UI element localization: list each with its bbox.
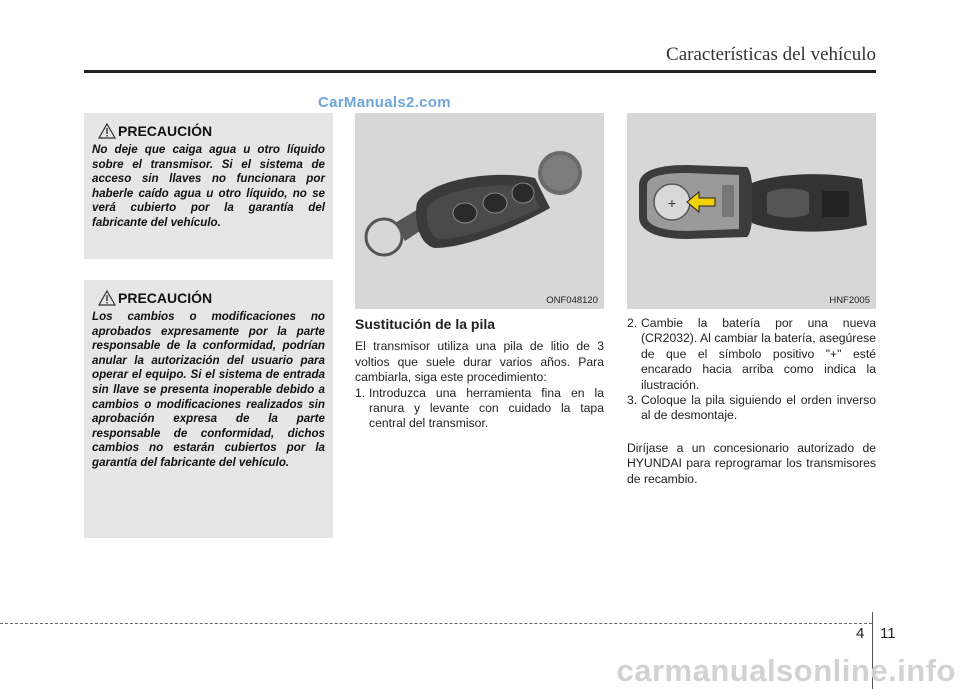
battery-section-col2: [627, 316, 876, 487]
warning-icon: [98, 290, 116, 306]
caution-header: [98, 290, 325, 306]
battery-illustration: [627, 113, 876, 309]
dealer-note: Diríjase a un concesionario autorizado de HYUNDAI para reprogramar los transmisores de recambio.: [627, 440, 876, 486]
caution-title: PRECAUCIÓN: [118, 290, 213, 306]
watermark-bottom: carmanualsonline.info: [616, 653, 956, 688]
section-number: 4: [856, 625, 865, 642]
header-title: Características del vehículo: [666, 44, 876, 65]
caution-title: PRECAUCIÓN: [118, 123, 213, 139]
watermark-top[interactable]: CarManuals2.com: [318, 94, 451, 111]
figure-key-fob-open-cover: [355, 113, 604, 309]
step-number: 3.: [627, 393, 638, 408]
caution-header: [98, 123, 325, 139]
step-text: Introduzca una herramienta fina en la ranura y levante con cuidado la tapa central del transmisor.: [369, 385, 604, 431]
step-text: Coloque la pila siguiendo el orden inverso al de desmontaje.: [641, 393, 876, 423]
warning-icon: [98, 123, 116, 139]
battery-section-col1: [355, 317, 604, 432]
section-intro: El transmisor utiliza una pila de litio de 3 voltios que suele durar varios años. Para cambiarla, siga este procedimiento:: [355, 339, 604, 385]
caution-box-1: [84, 113, 333, 259]
figure-label: ONF048120: [546, 295, 598, 306]
section-heading: Sustitución de la pila: [355, 316, 496, 332]
step-number: 2.: [627, 316, 638, 330]
step-3: [627, 393, 876, 424]
caution-text: Los cambios o modificaciones no aprobados expresamente por la parte responsable de la conformidad, podrían anular la autorización del usuario para operar el equipo. Si el sistema de entrada sin llave se presenta inoperable debido a cambios o modificaciones realizados sin aprobación expresa de la parte responsable de conformidad, dichos cambios no estarán cubiertos por la garantía del fabricante del vehículo.: [92, 310, 325, 469]
figure-battery-replacement: [627, 113, 876, 309]
svg-text:+: +: [667, 195, 677, 211]
step-1: [355, 386, 604, 432]
step-text: Cambie la batería por una nueva (CR2032). Al cambiar la batería, asegúrese de que el símbolo positivo "+" esté encarado hacia arriba como indica la ilustración.: [641, 316, 876, 392]
step-number: 1.: [355, 385, 366, 400]
key-fob-illustration: [355, 113, 604, 309]
caution-text: No deje que caiga agua u otro líquido sobre el transmisor. Si el sistema de acceso sin llaves no funcionara por haberle caído agua u otro líquido, no se verá cubierto por la garantía del fabricante del vehículo.: [92, 143, 325, 229]
page-number: 11: [880, 625, 896, 642]
figure-label: HNF2005: [829, 295, 870, 306]
footer-rule: [0, 623, 872, 624]
step-2: [627, 316, 876, 393]
caution-box-2: [84, 280, 333, 538]
header-rule: [84, 70, 876, 73]
